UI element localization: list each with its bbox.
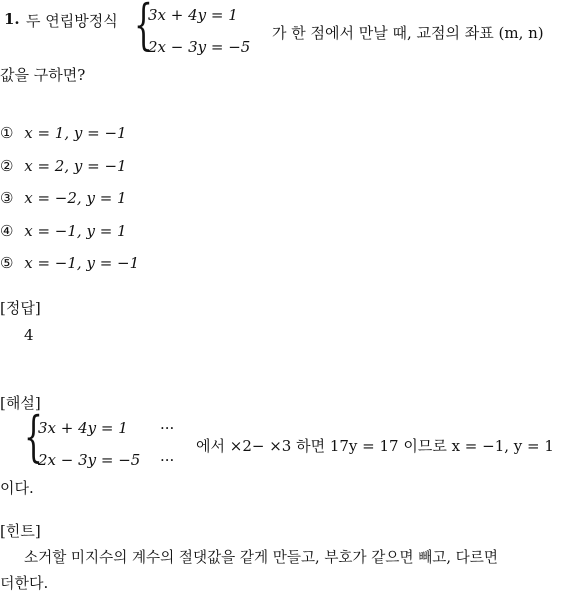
solution-brace: { [24, 405, 43, 468]
option-mark: ⑤ [0, 254, 14, 272]
option-3[interactable] [0, 189, 127, 207]
solution-eq1: 3x + 4y = 1 [38, 419, 128, 437]
solution-label: [해설] [0, 394, 41, 412]
option-2[interactable] [0, 157, 127, 175]
problem-number: 1. [4, 10, 20, 28]
problem-brace: { [134, 0, 153, 56]
answer-value: 4 [24, 326, 34, 344]
option-text: x = 1, y = −1 [24, 124, 127, 142]
solution-text: 에서 ×2− ×3 하면 17y = 17 이므로 x = −1, y = 1 [196, 437, 554, 455]
option-text: x = −2, y = 1 [24, 189, 127, 207]
option-text: x = 2, y = −1 [24, 157, 127, 175]
option-mark: ① [0, 124, 14, 142]
problem-intro: 두 연립방정식 [26, 12, 118, 30]
option-5[interactable] [0, 254, 139, 272]
option-text: x = −1, y = −1 [24, 254, 140, 272]
option-text: x = −1, y = 1 [24, 222, 127, 240]
answer-label: [정답] [0, 299, 41, 317]
option-mark: ④ [0, 222, 14, 240]
option-mark: ② [0, 157, 14, 175]
option-4[interactable] [0, 222, 127, 240]
solution-dots-1: ··· [160, 419, 175, 437]
hint-label: [힌트] [0, 522, 41, 540]
problem-eq2: 2x − 3y = −5 [148, 38, 251, 56]
problem-question: 가 한 점에서 만날 때, 교점의 좌표 (m, n) [272, 24, 544, 42]
option-1[interactable] [0, 124, 127, 142]
hint-line-1: 소거할 미지수의 계수의 절댓값을 같게 만들고, 부호가 같으면 빼고, 다르면 [24, 549, 498, 566]
solution-eq2: 2x − 3y = −5 [38, 451, 141, 469]
solution-dots-2: ··· [160, 451, 175, 469]
problem-question-cont: 값을 구하면? [0, 66, 86, 84]
solution-ending: 이다. [0, 479, 34, 497]
hint-line-2: 더한다. [0, 574, 49, 592]
problem-eq1: 3x + 4y = 1 [148, 6, 238, 24]
option-mark: ③ [0, 189, 14, 207]
